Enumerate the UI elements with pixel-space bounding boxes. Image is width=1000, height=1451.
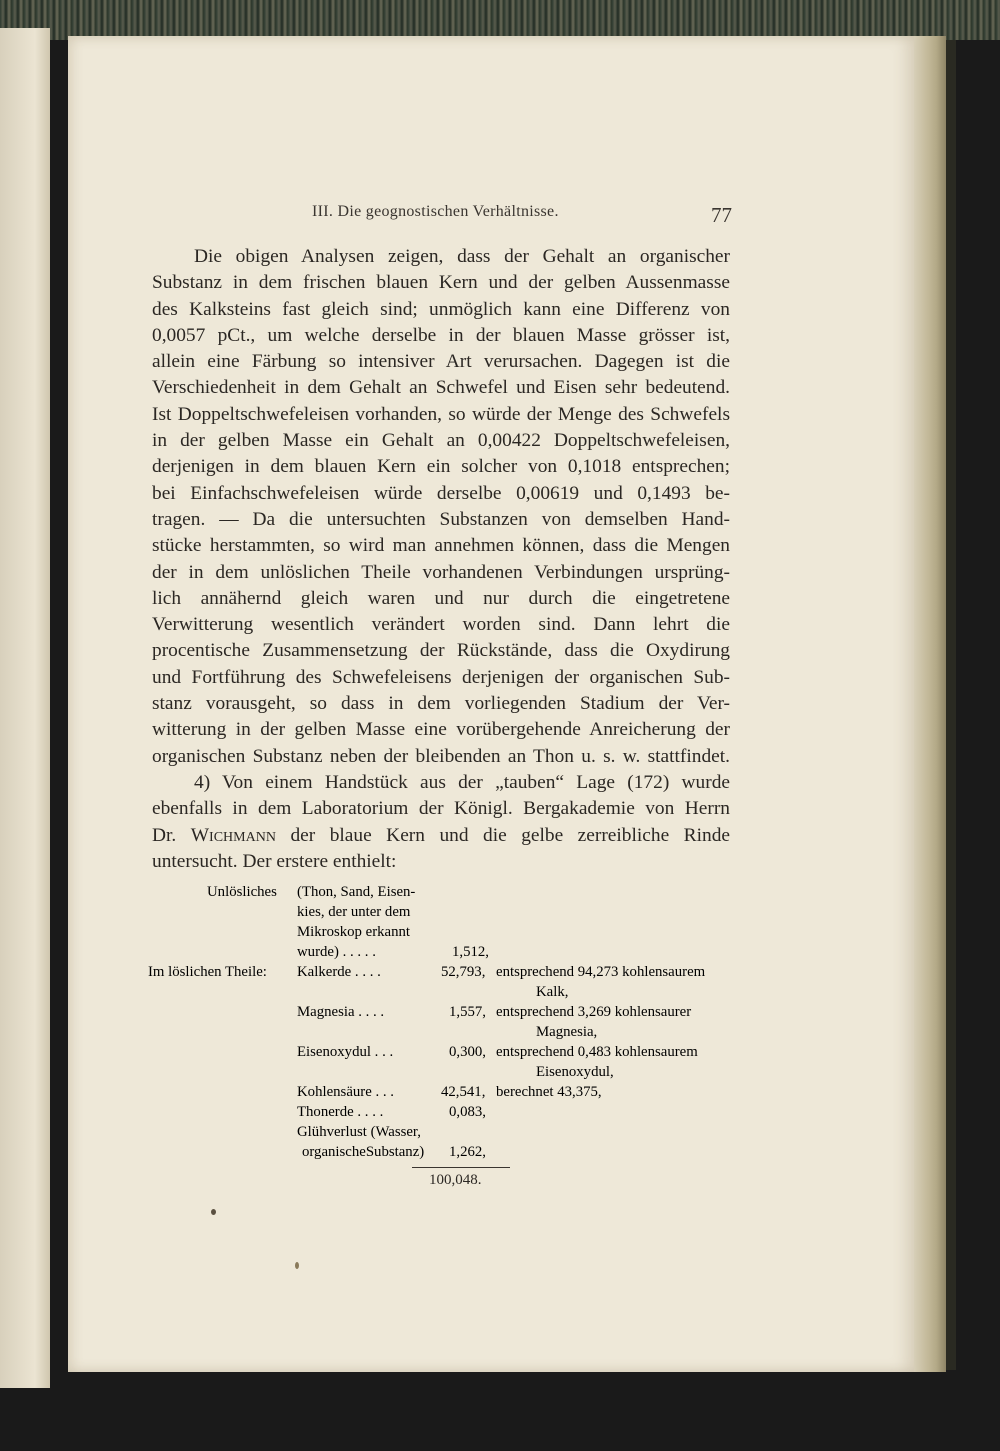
component-value: 0,300, (449, 1044, 486, 1060)
component-value: 52,793, (441, 964, 486, 980)
text-line: stanz vorausgeht, so dass in dem vorliegenden Stadium der Ver- (152, 693, 730, 715)
text-line: des Kalksteins fast gleich sind; unmöglich kann eine Differenz von (152, 298, 730, 320)
text-line: lich annähernd gleich waren und nur durch die eingetretene (152, 587, 730, 609)
insoluble-desc: Mikroskop erkannt (297, 924, 411, 940)
component-name: Kohlensäure . . . (297, 1084, 394, 1100)
soluble-label: Im löslichen Theile: (148, 964, 267, 980)
total-value: 100,048. (429, 1172, 482, 1188)
text-line: 4) Von einem Handstück aus der „tauben“ Lage (172) wurde (194, 771, 730, 793)
paper-speck (211, 1209, 216, 1215)
text-line: und Fortführung des Schwefeleisens derjenigen der organischen Sub- (152, 666, 730, 688)
paper-speck (295, 1262, 299, 1269)
text-line: procentische Zusammensetzung der Rückstände, dass die Oxydirung (152, 640, 730, 662)
text-line: untersucht. Der erstere enthielt: (152, 850, 397, 872)
insoluble-desc: wurde) . . . . . (297, 944, 376, 960)
component-note: Kalk, (536, 984, 569, 1000)
body-text (152, 244, 730, 875)
text-line: Die obigen Analysen zeigen, dass der Gehalt an organischer (194, 246, 730, 267)
running-title: III. Die geognostischen Verhältnisse. (312, 203, 559, 220)
page-stack-edge (914, 36, 946, 1372)
ignition-loss-label: organischeSubstanz) (302, 1144, 425, 1160)
text-line: derjenigen in dem blauen Kern ein solcher von 0,1018 entsprechen; (152, 456, 730, 478)
component-note: entsprechend 3,269 kohlensaurer (496, 1004, 692, 1020)
ignition-loss-label: Glühverlust (Wasser, (297, 1124, 421, 1140)
text-line: allein eine Färbung so intensiver Art verursachen. Dagegen ist die (152, 351, 730, 373)
text-line: organischen Substanz neben der bleibenden an Thon u. s. w. stattfindet. (152, 745, 730, 767)
text-fragment: der blaue Kern und die gelbe zerreibliche Rinde (290, 824, 730, 846)
insoluble-value: 1,512, (452, 944, 489, 960)
page-number: 77 (711, 203, 732, 227)
book-top-edge (0, 0, 1000, 40)
text-line: tragen. — Da die untersuchten Substanzen von demselben Hand- (152, 508, 730, 530)
insoluble-label: Unlösliches (207, 884, 277, 900)
text-line: Verschiedenheit in dem Gehalt an Schwefel und Eisen sehr bedeutend. (152, 377, 730, 399)
text-line: Verwitterung wesentlich verändert worden sind. Dann lehrt die (152, 614, 730, 636)
paragraph-2 (152, 770, 730, 875)
text-line: der in dem unlöslichen Theile vorhandenen Verbindungen ursprüng- (152, 561, 730, 583)
text-line: 0,0057 pCt., um welche derselbe in der blauen Masse grösser ist, (152, 324, 730, 346)
text-line: in der gelben Masse ein Gehalt an 0,00422 Doppeltschwefeleisen, (152, 430, 730, 452)
text-line (152, 823, 730, 849)
text-line: stücke herstammten, so wird man annehmen können, dass die Mengen (152, 535, 730, 557)
text-line: bei Einfachschwefeleisen würde derselbe 0,00619 und 0,1493 be- (152, 482, 730, 504)
component-value: 0,083, (449, 1104, 486, 1120)
component-value: 1,557, (449, 1004, 486, 1020)
component-value: 42,541, (441, 1084, 486, 1100)
book-cover-edge (946, 40, 956, 1370)
component-name: Thonerde . . . . (297, 1104, 384, 1120)
component-note: entsprechend 94,273 kohlensaurem (496, 964, 706, 980)
text-line: Ist Doppeltschwefeleisen vorhanden, so würde der Menge des Schwefels (152, 403, 730, 425)
insoluble-desc: kies, der unter dem (297, 904, 411, 920)
text-line: Substanz in dem frischen blauen Kern und der gelben Aussenmasse (152, 272, 730, 294)
sum-rule (412, 1167, 510, 1168)
insoluble-desc: (Thon, Sand, Eisen- (297, 884, 416, 900)
text-line: witterung in der gelben Masse eine vorübergehende Anreicherung der (152, 719, 730, 741)
component-note: Eisenoxydul, (536, 1064, 614, 1080)
author-name: Wichmann (190, 824, 276, 846)
component-note: Magnesia, (536, 1024, 598, 1040)
text-fragment: Dr. (152, 824, 177, 846)
component-note: berechnet 43,375, (496, 1084, 602, 1100)
component-name: Eisenoxydul . . . (297, 1044, 394, 1060)
text-line: ebenfalls in dem Laboratorium der Königl. Bergakademie von Herrn (152, 798, 730, 820)
left-page-edge (0, 28, 50, 1388)
ignition-loss-value: 1,262, (449, 1144, 486, 1160)
component-name: Kalkerde . . . . (297, 964, 381, 980)
component-name: Magnesia . . . . (297, 1004, 385, 1020)
paragraph-1 (152, 244, 730, 770)
component-note: entsprechend 0,483 kohlensaurem (496, 1044, 698, 1060)
